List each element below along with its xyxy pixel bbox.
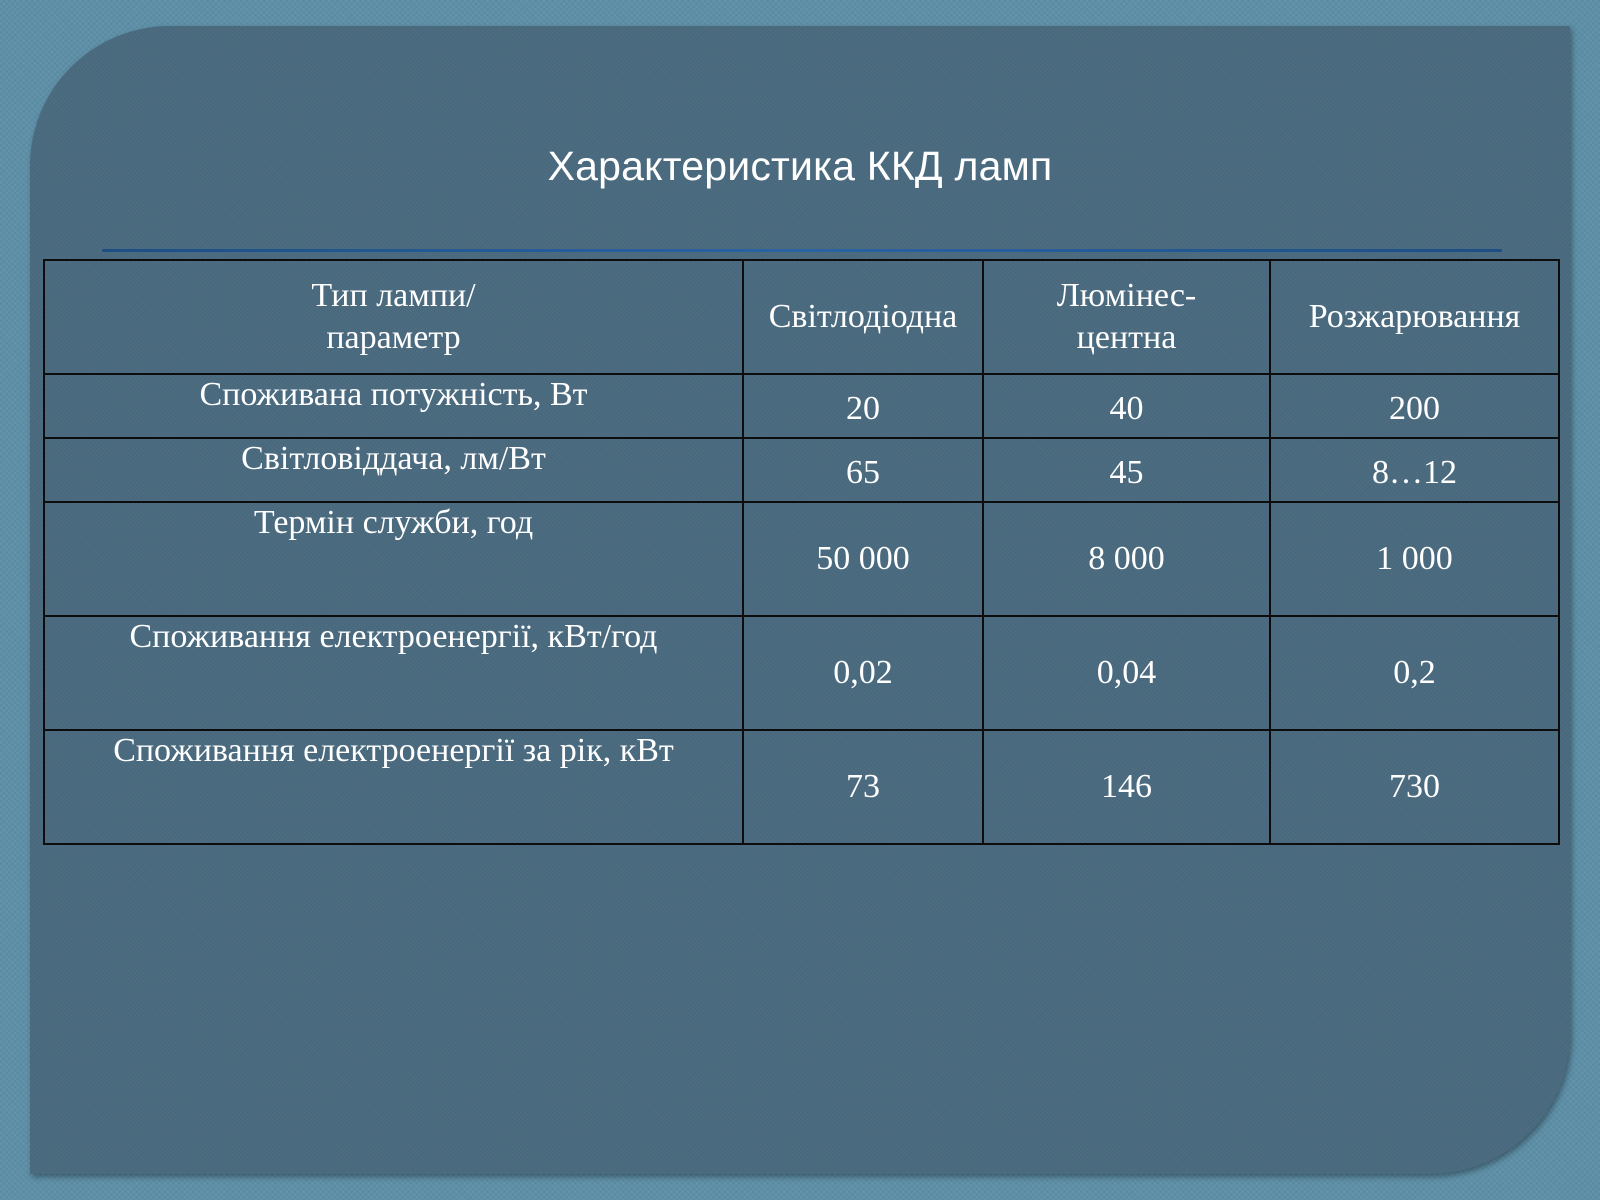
row-value-incandescent: 730 bbox=[1270, 730, 1559, 844]
table-header-row bbox=[44, 260, 1559, 374]
title-underline bbox=[102, 249, 1502, 252]
header-cell-led: Світлодіодна bbox=[743, 260, 983, 374]
row-value-fluorescent: 146 bbox=[983, 730, 1270, 844]
row-param-energy-yearly: Споживання електроенергії за рік, кВт bbox=[44, 730, 743, 844]
table-row bbox=[44, 502, 1559, 616]
header-parameter-line2: параметр bbox=[326, 319, 461, 356]
row-param-service-life: Термін служби, год bbox=[44, 502, 743, 616]
row-param-energy-hourly: Споживання електроенергії, кВт/год bbox=[44, 616, 743, 730]
table-row bbox=[44, 374, 1559, 438]
row-value-incandescent: 0,2 bbox=[1270, 616, 1559, 730]
header-parameter-line1: Тип лампи/ bbox=[311, 277, 476, 314]
row-value-led: 73 bbox=[743, 730, 983, 844]
row-value-incandescent: 8…12 bbox=[1270, 438, 1559, 502]
row-value-fluorescent: 0,04 bbox=[983, 616, 1270, 730]
row-value-fluorescent: 8 000 bbox=[983, 502, 1270, 616]
row-value-incandescent: 200 bbox=[1270, 374, 1559, 438]
row-value-fluorescent: 45 bbox=[983, 438, 1270, 502]
lamp-efficiency-table bbox=[43, 259, 1560, 845]
row-value-led: 20 bbox=[743, 374, 983, 438]
table-row bbox=[44, 438, 1559, 502]
header-fluorescent-line2: центна bbox=[1076, 319, 1177, 356]
header-cell-parameter bbox=[44, 260, 743, 374]
row-param-power: Споживана потужність, Вт bbox=[44, 374, 743, 438]
header-cell-incandescent: Розжарювання bbox=[1270, 260, 1559, 374]
table-row bbox=[44, 730, 1559, 844]
row-value-led: 50 000 bbox=[743, 502, 983, 616]
row-value-fluorescent: 40 bbox=[983, 374, 1270, 438]
row-value-led: 0,02 bbox=[743, 616, 983, 730]
table-row bbox=[44, 616, 1559, 730]
slide-title: Характеристика ККД ламп bbox=[547, 143, 1053, 189]
row-param-luminous-efficacy: Світловіддача, лм/Вт bbox=[44, 438, 743, 502]
row-value-led: 65 bbox=[743, 438, 983, 502]
header-fluorescent-line1: Люмінес- bbox=[1056, 277, 1197, 314]
header-cell-fluorescent bbox=[983, 260, 1270, 374]
row-value-incandescent: 1 000 bbox=[1270, 502, 1559, 616]
